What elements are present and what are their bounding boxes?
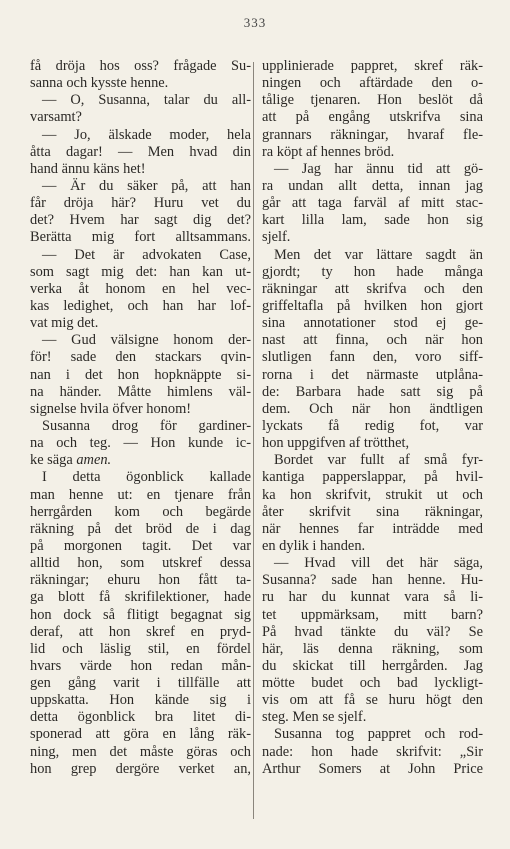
text-line: gjordt; ty hon hade många: [262, 263, 483, 280]
text-line: gen gång varit i tillfälle att: [30, 675, 251, 692]
text-line: na och teg. — Hon kunde ic-: [30, 435, 251, 452]
text-line: Susanna? sade han henne. Hu-: [262, 572, 483, 589]
text-line: hon uppgifven af trötthet,: [262, 435, 410, 452]
text-line: steg. Men se sjelf.: [262, 709, 367, 726]
text-line: sjelf.: [262, 229, 291, 246]
text-line: ra undan allt detta, innan jag: [262, 177, 483, 194]
text-line: hon dock så flitigt begagnat sig: [30, 606, 251, 623]
text-line: I detta ögonblick kallade: [42, 469, 251, 486]
text-line: Susanna drog för gardiner-: [42, 417, 251, 434]
column-divider: [253, 62, 254, 819]
right-column: [262, 58, 483, 818]
text-line: — Jo, älskade moder, hela: [42, 126, 251, 143]
text-line: ke säga amen.: [30, 452, 112, 469]
text-line: hand ännu käns het!: [30, 160, 146, 177]
text-line: — Hvad vill det här säga,: [274, 555, 483, 572]
text-line: — Är du säker på, att han: [42, 177, 251, 194]
text-line: Susanna tog pappret och rod-: [274, 726, 483, 743]
text-line: hvars värde hon redan mån-: [30, 657, 251, 674]
text-line: räkningar; ehuru hon fått ta-: [30, 572, 251, 589]
text-line: du skickat till herrgården. Jag: [262, 657, 483, 674]
text-line: sanna och kysste henne.: [30, 75, 169, 92]
text-line: uppskatta. Hon kände sig i: [30, 692, 251, 709]
text-line: kas ledighet, och han har lof-: [30, 297, 251, 314]
text-line: — Jag har ännu tid att gö-: [274, 160, 483, 177]
text-line: en dylik i handen.: [262, 537, 366, 554]
text-line: de: Barbara hade satt sig på: [262, 383, 483, 400]
text-line: som sagt mig det: han kan ut-: [30, 263, 251, 280]
text-line: ra köpt af hennes bröd.: [262, 143, 395, 160]
text-line: på morgonen tagit. Det var: [30, 537, 251, 554]
text-line: herrgården kom och begärde: [30, 503, 251, 520]
text-line: vat mig det.: [30, 315, 99, 332]
text-line: ka hon skrifvit, strukit ut och: [262, 486, 483, 503]
text-line: Arthur Somers at John Price: [262, 760, 483, 777]
text-line: ning, men det måste göras och: [30, 743, 251, 760]
text-line: hon grep dergöre verket an,: [30, 760, 251, 777]
text-line: räkningar att skrifva och den: [262, 280, 483, 297]
text-line: tet uppmärksam, mitt barn?: [262, 606, 483, 623]
text-line: upplinierade pappret, skref räk-: [262, 58, 483, 74]
text-line: På hvad tänkte du väl? Se: [262, 623, 483, 640]
text-line: alltid hon, som utskref dessa: [30, 555, 251, 572]
text-line: — O, Susanna, talar du all-: [42, 92, 251, 109]
text-line: verka åt honom en hel vec-: [30, 280, 251, 297]
text-line: ningen och aftärdade den o-: [262, 75, 483, 92]
text-line: dem. Och när hon ändtligen: [262, 400, 483, 417]
text-line: vis om att få se huru högt den: [262, 692, 483, 709]
text-line: mötte budet och bad lyckligt-: [262, 675, 483, 692]
text-line: slutligen fann den, voro siff-: [262, 349, 483, 366]
text-line: — Det är advokaten Case,: [42, 246, 251, 263]
text-line: na händer. Måtte himlens väl-: [30, 383, 251, 400]
text-line: ga blott få skrifilektioner, hade: [30, 589, 251, 606]
page-number: 333: [243, 15, 267, 30]
text-line: sponerad att göra en lång räk-: [30, 726, 251, 743]
text-line: deraf, att hon skref en pryd-: [30, 623, 251, 640]
text-line: kantiga papperslappar, på hvil-: [262, 469, 483, 486]
text-line: signelse hvila öfver honom!: [30, 400, 192, 417]
text-line: tålige tjenaren. Hon beslöt då: [262, 92, 483, 109]
text-line: Berätta mig fort alltsammans.: [30, 229, 251, 246]
text-line: för! sade den stackars qvin-: [30, 349, 251, 366]
text-line: Men det var lättare sagdt än: [274, 246, 483, 263]
text-line: — Gud välsigne honom der-: [42, 332, 251, 349]
text-line: nan i det hon hopknäppte si-: [30, 366, 251, 383]
text-line: lid och läslig stil, en fördel: [30, 640, 251, 657]
text-line: åter skrifvit sina räkningar,: [262, 503, 483, 520]
text-line: griffeltafla på hvilken hon gjort: [262, 297, 483, 314]
text-line: räkning på det bröd de i dag: [30, 520, 251, 537]
text-line: lyckats få redig fot, var: [262, 417, 483, 434]
text-line: grannars räkningar, hvaraf fle-: [262, 126, 483, 143]
text-line: här, läs denna räkning, som: [262, 640, 483, 657]
text-line: åtta dagar! — Men hvad din: [30, 143, 251, 160]
text-line: att på engång utskrifva sina: [262, 109, 483, 126]
text-line: kart lilla lam, sade hon sig: [262, 212, 483, 229]
text-line: varsamt?: [30, 109, 82, 126]
text-line: detta ögonblick bra litet di-: [30, 709, 251, 726]
text-line: man henne ut: en tjenare från: [30, 486, 251, 503]
text-line: går att taga farväl af mitt stac-: [262, 195, 483, 212]
text-line: Bordet var fullt af små fyr-: [274, 452, 483, 469]
text-line: få dröja hos oss? frågade Su-: [30, 58, 251, 74]
text-line: sina annotationer stod ej ge-: [262, 315, 483, 332]
left-column: [30, 58, 251, 818]
text-line: det? Hvem har sagt dig det?: [30, 212, 251, 229]
text-line: ru har du kunnat vara så li-: [262, 589, 483, 606]
text-line: nade: hon hade skrifvit: „Sir: [262, 743, 483, 760]
text-line: rorna i det närmaste utplåna-: [262, 366, 483, 383]
text-line: när hennes far inträdde med: [262, 520, 483, 537]
text-line: får dröja här? Huru vet du: [30, 195, 251, 212]
text-line: nast att finna, och när hon: [262, 332, 483, 349]
